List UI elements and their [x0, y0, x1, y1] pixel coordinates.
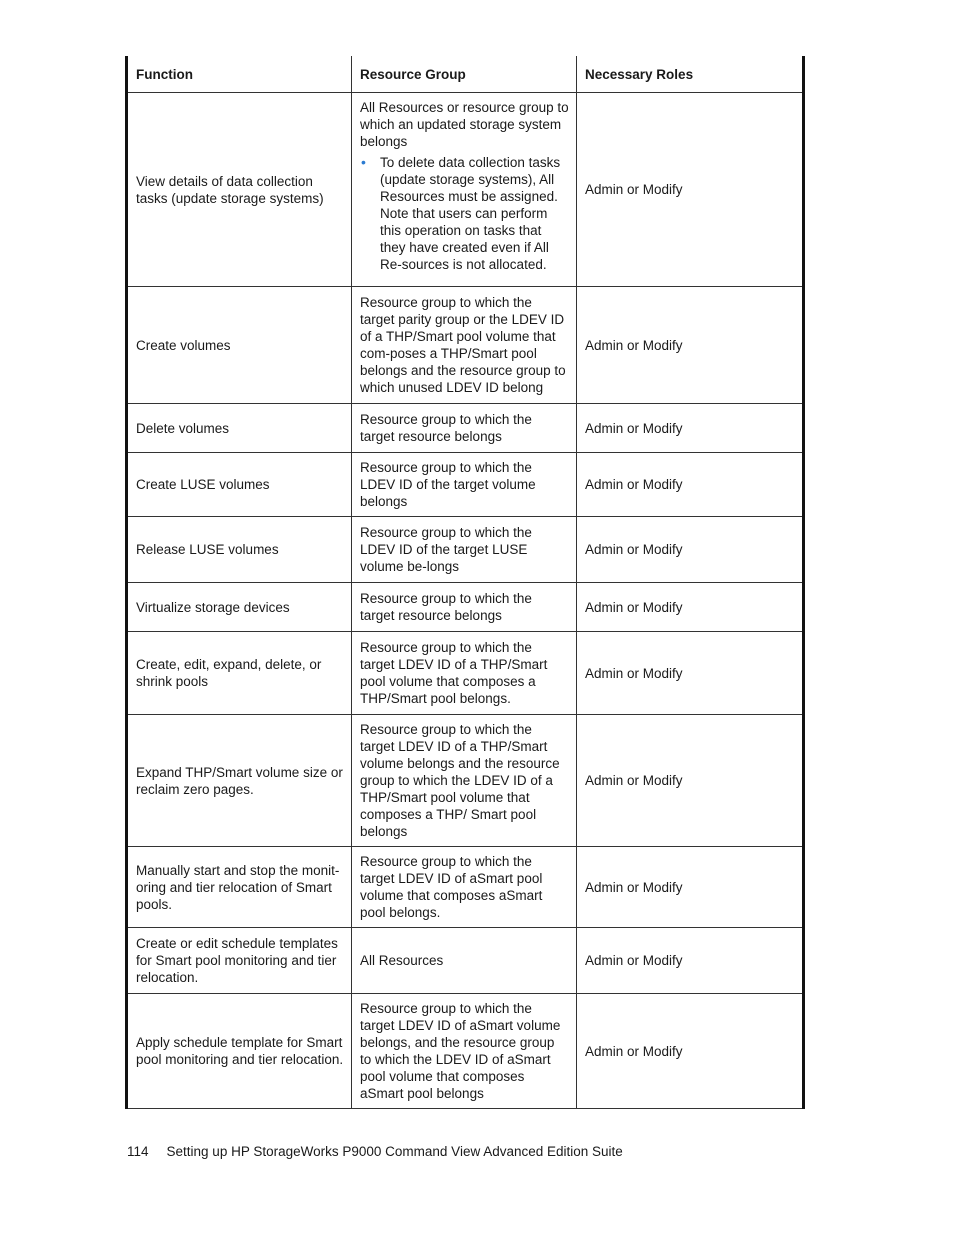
table-row	[127, 453, 804, 517]
roles-cell: Admin or Modify	[577, 583, 804, 632]
roles-cell: Admin or Modify	[577, 93, 804, 287]
roles-cell: Admin or Modify	[577, 404, 804, 453]
resource-group-cell: Resource group to which the target resource belongs	[352, 404, 577, 453]
roles-cell: Admin or Modify	[577, 632, 804, 715]
table-header-row	[127, 56, 804, 93]
table-row	[127, 93, 804, 287]
header-resource-group: Resource Group	[352, 56, 577, 93]
resource-group-cell	[352, 93, 577, 287]
function-cell: Create volumes	[127, 287, 352, 404]
function-cell: Manually start and stop the monit-oring and tier relocation of Smart pools.	[127, 847, 352, 928]
page-footer	[127, 1144, 623, 1159]
function-cell: Create or edit schedule templates for Smart pool monitoring and tier relocation.	[127, 928, 352, 994]
note-text: To delete data collection tasks (update storage systems), All Resources must be assigned. Note that users can perform this operation on tasks that they have created even if All Re-sources is not allocated.	[380, 155, 561, 272]
table-row	[127, 632, 804, 715]
roles-cell: Admin or Modify	[577, 928, 804, 994]
function-cell: Apply schedule template for Smart pool monitoring and tier relocation.	[127, 994, 352, 1109]
resource-group-cell: Resource group to which the target LDEV ID of aSmart volume belongs, and the resource group to which the LDEV ID of aSmart pool volume that composes aSmart pool belongs	[352, 994, 577, 1109]
resource-group-cell: Resource group to which the target LDEV ID of a THP/Smart volume belongs and the resource group to which the LDEV ID of a THP/Smart pool volume that composes a THP/ Smart pool belongs	[352, 715, 577, 847]
footer-title: Setting up HP StorageWorks P9000 Command View Advanced Edition Suite	[166, 1144, 623, 1159]
table-row	[127, 583, 804, 632]
function-cell: Create, edit, expand, delete, or shrink pools	[127, 632, 352, 715]
table-row	[127, 847, 804, 928]
table-row	[127, 517, 804, 583]
table-row	[127, 928, 804, 994]
resource-group-cell: Resource group to which the target parity group or the LDEV ID of a THP/Smart pool volume that com-poses a THP/Smart pool belongs and the resource group to which unused LDEV ID belong	[352, 287, 577, 404]
table-row	[127, 404, 804, 453]
permissions-table-container	[125, 56, 802, 1109]
function-cell: Virtualize storage devices	[127, 583, 352, 632]
table-row	[127, 715, 804, 847]
table-row	[127, 994, 804, 1109]
bullet-icon: •	[361, 154, 366, 170]
note-list	[360, 154, 569, 273]
function-cell: Release LUSE volumes	[127, 517, 352, 583]
roles-cell: Admin or Modify	[577, 847, 804, 928]
function-cell: Delete volumes	[127, 404, 352, 453]
resource-group-cell: Resource group to which the target LDEV ID of aSmart pool volume that composes aSmart pool belongs.	[352, 847, 577, 928]
roles-cell: Admin or Modify	[577, 715, 804, 847]
roles-cell: Admin or Modify	[577, 287, 804, 404]
resource-group-cell: Resource group to which the target LDEV ID of a THP/Smart pool volume that composes a THP/Smart pool belongs.	[352, 632, 577, 715]
function-cell: Expand THP/Smart volume size or reclaim zero pages.	[127, 715, 352, 847]
resource-group-text: All Resources or resource group to which an updated storage system belongs	[360, 100, 569, 149]
page-number: 114	[127, 1144, 149, 1159]
header-necessary-roles: Necessary Roles	[577, 56, 804, 93]
resource-group-cell: All Resources	[352, 928, 577, 994]
roles-cell: Admin or Modify	[577, 517, 804, 583]
header-function: Function	[127, 56, 352, 93]
roles-cell: Admin or Modify	[577, 994, 804, 1109]
function-cell: Create LUSE volumes	[127, 453, 352, 517]
table-row	[127, 287, 804, 404]
function-cell: View details of data collection tasks (update storage systems)	[127, 93, 352, 287]
roles-cell: Admin or Modify	[577, 453, 804, 517]
resource-group-cell: Resource group to which the LDEV ID of the target volume belongs	[352, 453, 577, 517]
list-item	[361, 154, 569, 273]
resource-group-cell: Resource group to which the LDEV ID of the target LUSE volume be-longs	[352, 517, 577, 583]
permissions-table	[125, 56, 805, 1109]
resource-group-cell: Resource group to which the target resource belongs	[352, 583, 577, 632]
